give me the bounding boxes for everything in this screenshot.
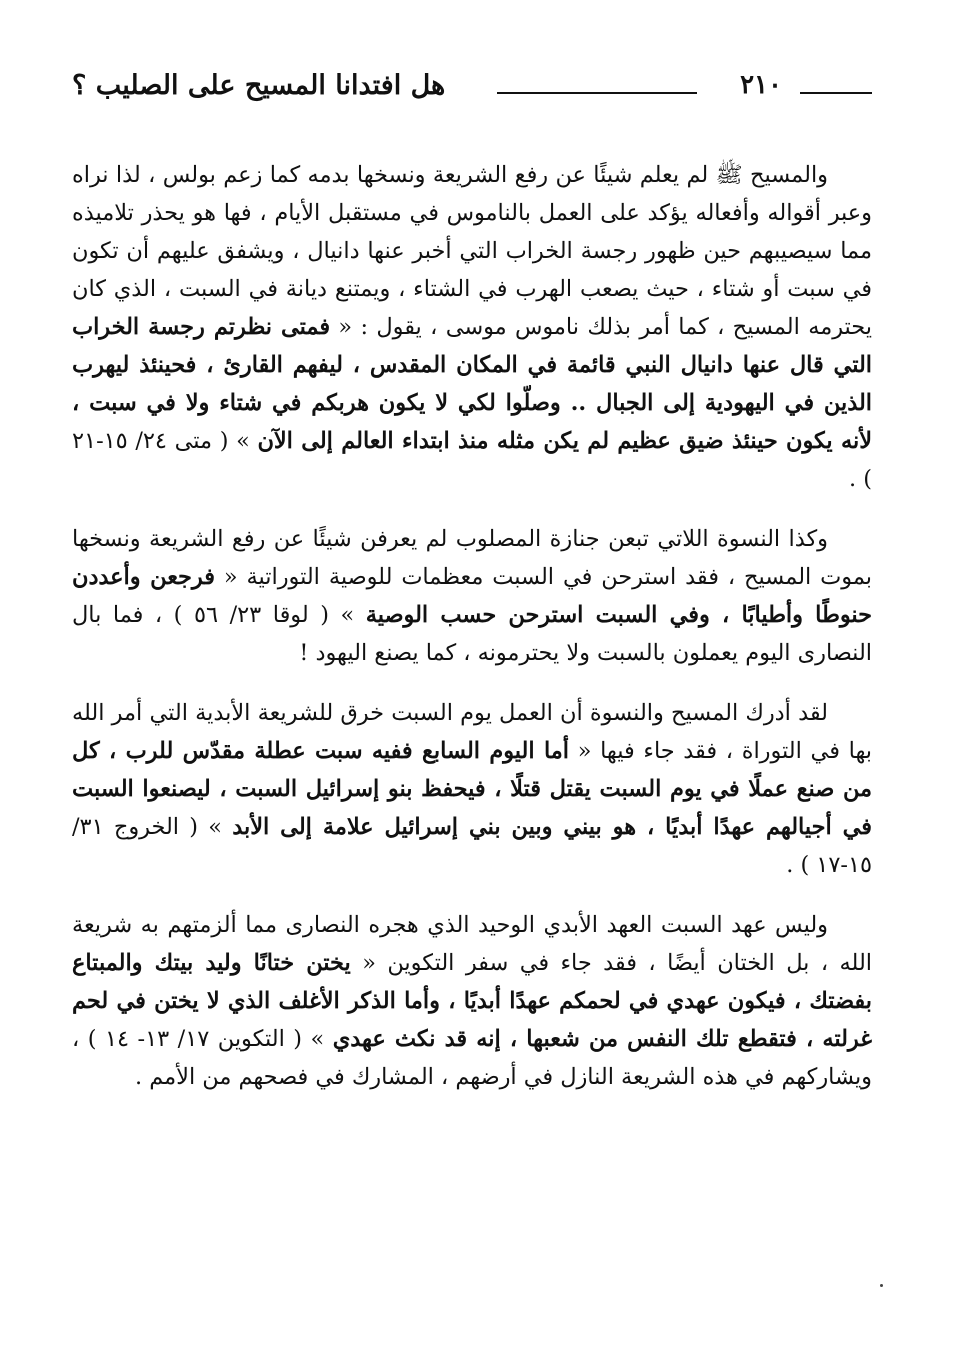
paragraph-2-text: وكذا النسوة اللاتي تبعن جنازة المصلوب لم يعرفن شيئًا عن رفع الشريعة ونسخها بموت المسيح ، فقد استرحن في السبت معظمات للوصية التوراتية «	[72, 526, 872, 590]
paragraph-4-quote: يختن ختانًا وليد بيتك والمبتاع بفضتك ، فيكون عهدي في لحمكم عهدًا أبديًا ، وأما الذكر الأغلف الذي لا يختن في لحم غرلته ، فتقطع تلك النفس من شعبها ، إنه قد نكث عهدي	[72, 950, 872, 1052]
paragraph-4-reference: » ( التكوين ١٧/ ١٣- ١٤ ) ، ويشاركهم في هذه الشريعة النازل في أرضهم ، المشارك في فصحهم من الأمم .	[72, 1026, 872, 1090]
paragraph-3-quote: أما اليوم السابع ففيه سبت عطلة مقدّس للرب ، كل من صنع عملًا في يوم السبت يقتل قتلًا ، فيحفظ بنو إسرائيل السبت ، ليصنعوا السبت في أجيالهم عهدًا أبديًا ، هو بيني وبين بني إسرائيل علامة إلى الأبد	[72, 738, 872, 840]
header-rule-left	[497, 92, 697, 94]
paragraph-1-text: والمسيح ﷺ لم يعلم شيئًا عن رفع الشريعة ونسخها بدمه كما زعم بولس ، لذا نراه وعبر أقواله وأفعاله يؤكد على العمل بالناموس في مستقبل الأيام ، فها هو يحذر تلاميذه مما سيصيبهم حين ظهور رجسة الخراب التي أخبر عنها دانيال ، ويشفق عليهم أن تكون في سبت أو شتاء ، حيث يصعب الهرب في الشتاء ، ويمتنع ديانة في السبت ، الذي كان يحترمه المسيح ، كما أمر بذلك ناموس موسى ، يقول : «	[72, 162, 872, 340]
paragraph-3-text: لقد أدرك المسيح والنسوة أن العمل يوم السبت خرق للشريعة الأبدية التي أمر الله بها في التوراة ، فقد جاء فيها «	[72, 700, 872, 764]
paragraph-4	[72, 906, 872, 1096]
paragraph-4-text: وليس عهد السبت العهد الأبدي الوحيد الذي هجره النصارى مما ألزمتهم به شريعة الله ، بل الختان أيضًا ، فقد جاء في سفر التكوين «	[72, 912, 872, 976]
paragraph-3-reference: » ( الخروج ٣١/ ١٥-١٧ ) .	[72, 814, 872, 878]
page-body	[72, 156, 872, 1118]
paragraph-3	[72, 694, 872, 884]
paragraph-2-quote: فرجعن وأعددن حنوطًا وأطيابًا ، وفي السبت استرحن حسب الوصية	[72, 564, 872, 628]
page-header	[72, 66, 872, 110]
paragraph-1-reference: » ( متى ٢٤/ ١٥-٢١ ) .	[72, 428, 872, 492]
running-title: هل افتدانا المسيح على الصليب ؟	[72, 70, 446, 101]
scan-speck	[880, 1284, 883, 1287]
paragraph-2-reference: » ( لوقا ٢٣/ ٥٦ ) ، فما بال النصارى اليوم يعملون بالسبت ولا يحترمونه ، كما يصنع اليهود !	[72, 602, 872, 666]
header-rule-right	[800, 92, 872, 94]
paragraph-2	[72, 520, 872, 672]
paragraph-1-quote: فمتى نظرتم رجسة الخراب التي قال عنها دانيال النبي قائمة في المكان المقدس ، ليفهم القارئ ، فحينئذ ليهرب الذين في اليهودية إلى الجبال .. وصلّوا لكي لا يكون هربكم في شتاء ولا في سبت ، لأنه يكون حينئذ ضيق عظيم لم يكن مثله منذ ابتداء العالم إلى الآن	[72, 314, 872, 454]
paragraph-1	[72, 156, 872, 498]
page-number: ٢١٠	[740, 70, 782, 100]
